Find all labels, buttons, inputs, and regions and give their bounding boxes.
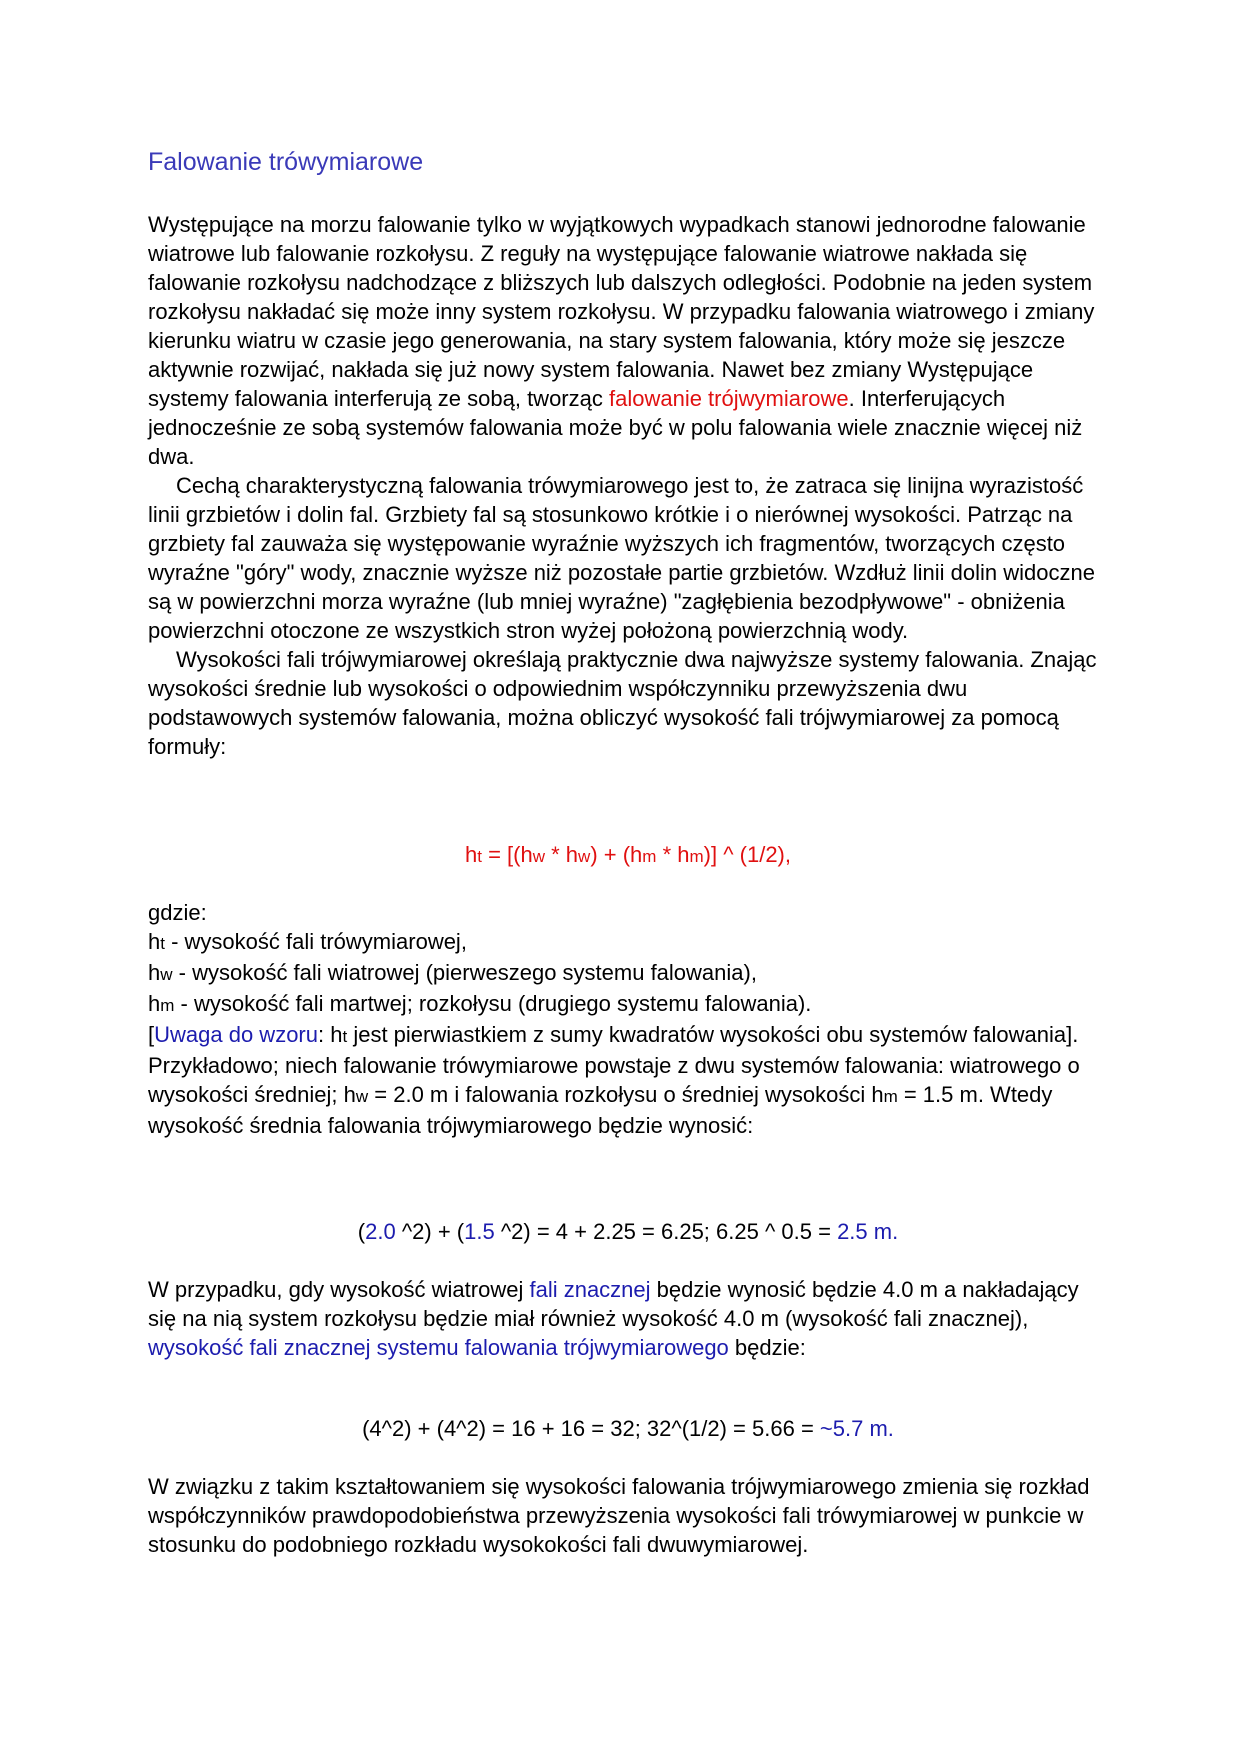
- paragraph-final: W związku z takim kształtowaniem się wysokości falowania trójwymiarowego zmienia się rozkład współczynników prawdopodobieństwa przewyższenia wysokości fali trówymiarowej w punkcie w stosunku do podobniego rozkładu wysokokości fali dwuwymiarowej.: [148, 1474, 1090, 1557]
- paragraph-significant-wave: W przypadku, gdy wysokość wiatrowej fali znacznej będzie wynosić będzie 4.0 m a nakładający się na nią system rozkołysu będzie miał również wysokość 4.0 m (wysokość fali znacznej), wysokość fali znacznej systemu falowania trójwymiarowego będzie:: [148, 1277, 1079, 1360]
- page-title: Falowanie trówymiarowe: [148, 148, 424, 176]
- definition-hw: hw - wysokość fali wiatrowej (pierweszego systemu falowania),: [148, 960, 757, 985]
- body-section-1: [148, 210, 1108, 761]
- paragraph-intro: Występujące na morzu falowanie tylko w wyjątkowych wypadkach stanowi jednorodne falowanie wiatrowe lub falowanie rozkołysu. Z reguły na występujące falowanie wiatrowe nakłada się falowanie rozkołysu nadchodzące z bliższych lub dalszych odległości. Podobnie na jeden system rozkołysu nakładać się może inny system rozkołysu. W przypadku falowania wiatrowego i zmiany kierunku wiatru w czasie jego generowania, na stary system falowania, który może się jeszcze aktywnie rozwijać, nakłada się już nowy system falowania. Nawet bez zmiany Występujące systemy falowania interferują ze sobą, tworząc falowanie trójwymiarowe. Interferujących jednocześnie ze sobą systemów falowania może być w polu falowania wiele znacznie więcej niż dwa.: [148, 212, 1095, 469]
- formula-example-1: (2.0 ^2) + (1.5 ^2) = 4 + 2.25 = 6.25; 6.25 ^ 0.5 = 2.5 m.: [357, 1219, 899, 1244]
- definition-ht: ht - wysokość fali trówymiarowej,: [148, 929, 467, 954]
- paragraph-characteristics: Cechą charakterystyczną falowania trówymiarowego jest to, że zatraca się linijna wyrazistość linii grzbietów i dolin fal. Grzbiety fal są stosunkowo krótkie i o nierównej wysokości. Patrząc na grzbiety fal zauważa się występowanie wyraźnie wyższych ich fragmentów, tworzących często wyraźne "góry" wody, znacznie wyższe niż pozostałe partie grzbietów. Wzdłuż linii dolin widoczne są w powierzchni morza wyraźne (lub mniej wyraźne) "zagłębienia bezodpływowe" - obniżenia powierzchni otoczone ze wszystkich stron wyżej położoną powierzchnią wody.: [148, 473, 1095, 643]
- formula-note: [Uwaga do wzoru: ht jest pierwiastkiem z sumy kwadratów wysokości obu systemów falowania].: [148, 1022, 1079, 1047]
- formula-example-2: (4^2) + (4^2) = 16 + 16 = 32; 32^(1/2) = 5.66 = ~5.7 m.: [362, 1416, 894, 1441]
- paragraph-example: Przykładowo; niech falowanie trówymiarowe powstaje z dwu systemów falowania: wiatrowego o wysokości średniej; hw = 2.0 m i falowania rozkołysu o średniej wysokości hm = 1.5 m. Wtedy wysokość średnia falowania trójwymiarowego będzie wynosić:: [148, 1053, 1080, 1138]
- body-section-2: [148, 898, 1108, 1140]
- paragraph-heights: Wysokości fali trójwymiarowej określają praktycznie dwa najwyższe systemy falowania. Znając wysokości średnie lub wysokości o odpowiednim współczynniku przewyższenia dwu podstawowych systemów falowania, można obliczyć wysokość fali trójwymiarowej za pomocą formuły:: [148, 647, 1097, 759]
- uwaga-link[interactable]: Uwaga do wzoru: [154, 1022, 318, 1047]
- link-wysokosc-fali-znacznej[interactable]: wysokość fali znacznej systemu falowania trójwymiarowego: [148, 1335, 729, 1360]
- highlight-falowanie-trojwymiarowe: falowanie trójwymiarowe: [608, 386, 849, 411]
- formula-ht: ht = [(hw * hw) + (hm * hm)] ^ (1/2),: [464, 842, 791, 867]
- link-fali-znacznej[interactable]: fali znacznej: [529, 1277, 651, 1302]
- definition-hm: hm - wysokość fali martwej; rozkołysu (drugiego systemu falowania).: [148, 991, 812, 1016]
- label-gdzie: gdzie:: [148, 900, 207, 925]
